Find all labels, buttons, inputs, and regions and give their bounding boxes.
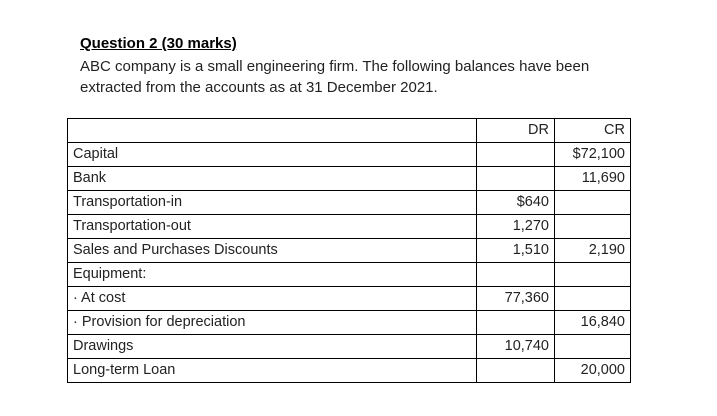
row-item: Equipment: xyxy=(68,263,477,287)
row-dr: $640 xyxy=(477,191,555,215)
row-item: Capital xyxy=(68,143,477,167)
table-row xyxy=(68,239,631,263)
table-row xyxy=(68,359,631,383)
table-row xyxy=(68,215,631,239)
row-cr: 2,190 xyxy=(555,239,631,263)
row-item: Transportation-in xyxy=(68,191,477,215)
row-item: Sales and Purchases Discounts xyxy=(68,239,477,263)
row-item: · Provision for depreciation xyxy=(68,311,477,335)
row-dr: 1,510 xyxy=(477,239,555,263)
row-cr: 20,000 xyxy=(555,359,631,383)
row-dr xyxy=(477,167,555,191)
row-dr xyxy=(477,359,555,383)
row-cr: $72,100 xyxy=(555,143,631,167)
header-item xyxy=(68,119,477,143)
row-dr: 1,270 xyxy=(477,215,555,239)
row-cr xyxy=(555,215,631,239)
balances-table xyxy=(67,118,631,383)
row-dr: 10,740 xyxy=(477,335,555,359)
row-dr: 77,360 xyxy=(477,287,555,311)
table-row xyxy=(68,263,631,287)
question-title: Question 2 (30 marks) xyxy=(80,35,237,52)
row-cr: 16,840 xyxy=(555,311,631,335)
row-dr xyxy=(477,263,555,287)
row-cr xyxy=(555,263,631,287)
question-text: ABC company is a small engineering firm. The following balances have been extracted from the accounts as at 31 December 2021. xyxy=(80,58,590,96)
row-item: Long-term Loan xyxy=(68,359,477,383)
row-cr xyxy=(555,287,631,311)
row-cr xyxy=(555,191,631,215)
table-row xyxy=(68,311,631,335)
row-dr xyxy=(477,311,555,335)
row-cr: 11,690 xyxy=(555,167,631,191)
table-row xyxy=(68,167,631,191)
header-dr: DR xyxy=(477,119,555,143)
table-row xyxy=(68,335,631,359)
row-dr xyxy=(477,143,555,167)
row-item: Transportation-out xyxy=(68,215,477,239)
row-item: Bank xyxy=(68,167,477,191)
table-row xyxy=(68,287,631,311)
table-row xyxy=(68,191,631,215)
row-item: Drawings xyxy=(68,335,477,359)
table-header-row xyxy=(68,119,631,143)
header-cr: CR xyxy=(555,119,631,143)
row-item: · At cost xyxy=(68,287,477,311)
row-cr xyxy=(555,335,631,359)
table-row xyxy=(68,143,631,167)
